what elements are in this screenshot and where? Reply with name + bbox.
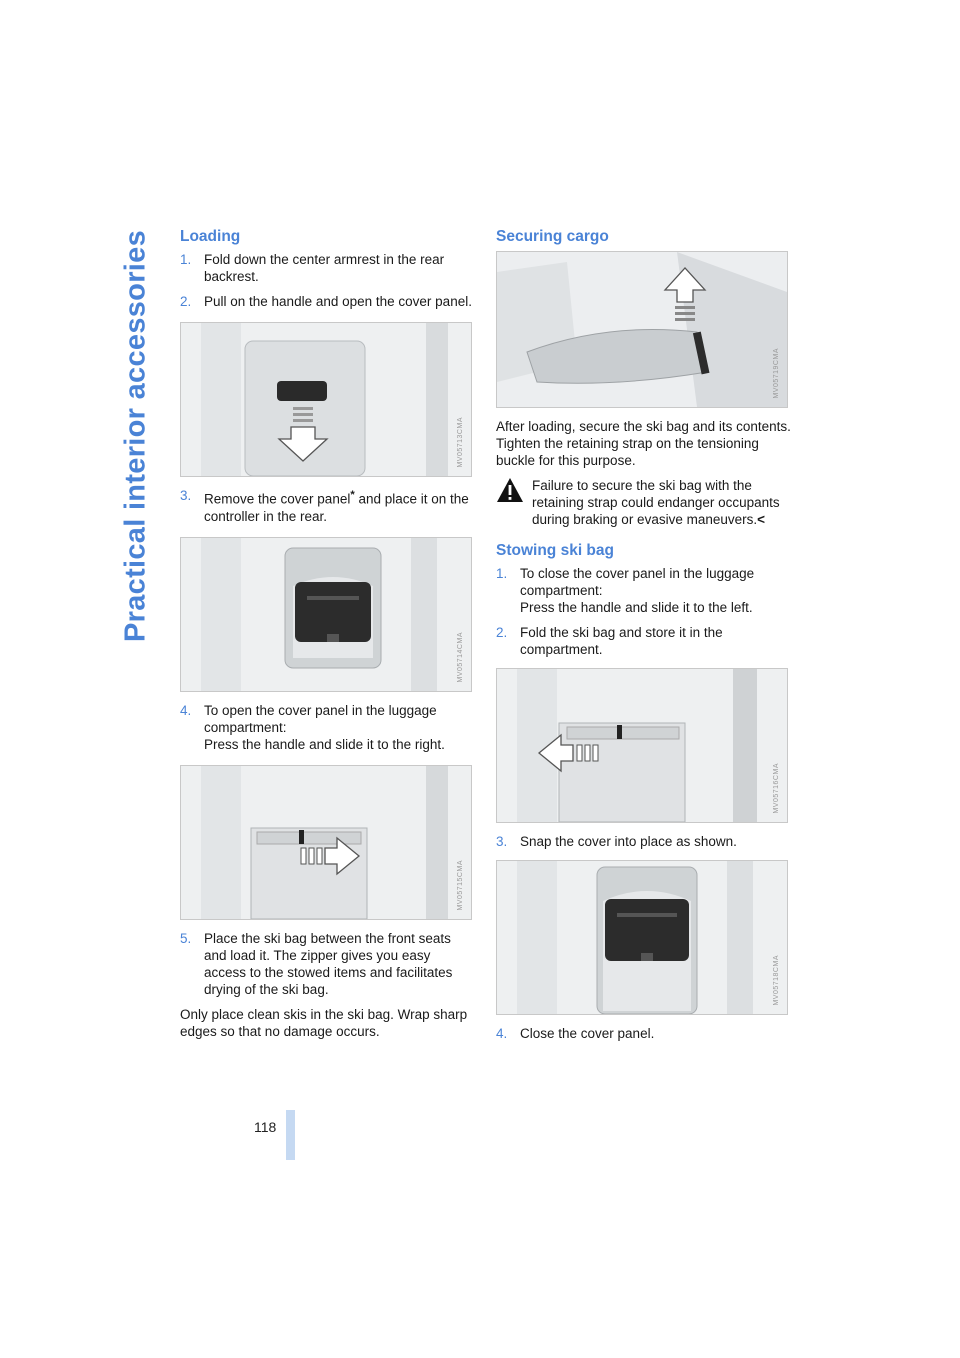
step-text-cont: Press the handle and slide it to the right. xyxy=(204,736,445,752)
stowing-step-4 xyxy=(496,1025,791,1042)
step-text: Remove the cover panel xyxy=(204,491,351,507)
warning-text: Failure to secure the ski bag with the retaining strap could endanger occupants during braking or evasive maneuvers. xyxy=(532,478,780,527)
loading-step-3 xyxy=(180,487,475,525)
step-text: Place the ski bag between the front seats and load it. The zipper gives you easy access to the stowed items and facilitates drying of the ski bag. xyxy=(204,930,453,997)
step-number: 4. xyxy=(496,1026,508,1041)
figure-slide-right xyxy=(180,765,472,920)
left-column xyxy=(180,228,475,1048)
loading-note: Only place clean skis in the ski bag. Wrap sharp edges so that no damage occurs. xyxy=(180,1006,468,1039)
loading-step-5 xyxy=(180,930,475,998)
step-number: 1. xyxy=(496,566,508,581)
securing-heading: Securing cargo xyxy=(496,228,609,245)
loading-step-2 xyxy=(180,293,475,310)
figure-open-cover-panel xyxy=(180,322,472,477)
right-column xyxy=(496,228,791,1050)
warning-note xyxy=(496,477,791,528)
page-tab-marker xyxy=(286,1110,295,1160)
step-number: 3. xyxy=(496,834,508,849)
figure-code: MV05714CMA xyxy=(457,631,464,683)
step-text: Fold the ski bag and store it in the compartment. xyxy=(520,625,723,657)
compartment-illustration xyxy=(181,538,471,691)
page-number: 118 xyxy=(254,1119,277,1135)
step-text: Close the cover panel. xyxy=(520,1026,655,1041)
figure-code: MV05713CMA xyxy=(457,417,464,468)
side-chapter-title: Practical interior accessories xyxy=(119,230,152,643)
loading-step-1 xyxy=(180,251,475,285)
luggage-cover-illustration xyxy=(181,766,471,919)
step-number: 4. xyxy=(180,702,192,718)
figure-code: MV05719CMA xyxy=(773,348,780,399)
luggage-cover-left-illustration xyxy=(497,669,787,822)
step-text-cont: and place it on the controller in the rear. xyxy=(204,491,469,524)
step-text: To open the cover panel in the luggage compartment: xyxy=(204,702,437,735)
step-text: Fold down the center armrest in the rear backrest. xyxy=(204,252,445,284)
step-number: 2. xyxy=(496,625,508,640)
stowing-step-2 xyxy=(496,624,791,658)
loading-heading: Loading xyxy=(180,228,241,245)
stowing-heading: Stowing ski bag xyxy=(496,542,614,559)
warning-triangle-icon xyxy=(496,477,524,503)
figure-cover-removed xyxy=(180,537,472,692)
step-number: 3. xyxy=(180,488,192,503)
securing-text: After loading, secure the ski bag and its contents. Tighten the retaining strap on the tensioning buckle for this purpose. xyxy=(496,419,791,468)
step-number: 5. xyxy=(180,930,192,946)
figure-slide-left xyxy=(496,668,788,823)
figure-snap-cover xyxy=(496,860,788,1015)
ski-bag-strap-illustration xyxy=(497,252,787,407)
optional-equipment-star: * xyxy=(350,489,355,501)
figure-code: MV05715CMA xyxy=(457,859,464,911)
figure-code: MV05716CMA xyxy=(773,763,780,814)
end-of-section-mark: < xyxy=(757,512,766,527)
step-number: 1. xyxy=(180,252,192,267)
figure-code: MV05718CMA xyxy=(773,955,780,1006)
step-number: 2. xyxy=(180,294,192,309)
step-text: Pull on the handle and open the cover panel. xyxy=(204,294,472,309)
step-text: To close the cover panel in the luggage compartment: xyxy=(520,566,755,598)
armrest-illustration xyxy=(181,323,471,476)
step-text-cont: Press the handle and slide it to the left. xyxy=(520,600,753,615)
step-text: Snap the cover into place as shown. xyxy=(520,834,737,849)
stowing-step-1 xyxy=(496,565,791,616)
loading-step-4 xyxy=(180,702,475,753)
figure-securing-strap xyxy=(496,251,788,408)
snap-cover-illustration xyxy=(497,861,787,1014)
stowing-step-3 xyxy=(496,833,791,850)
